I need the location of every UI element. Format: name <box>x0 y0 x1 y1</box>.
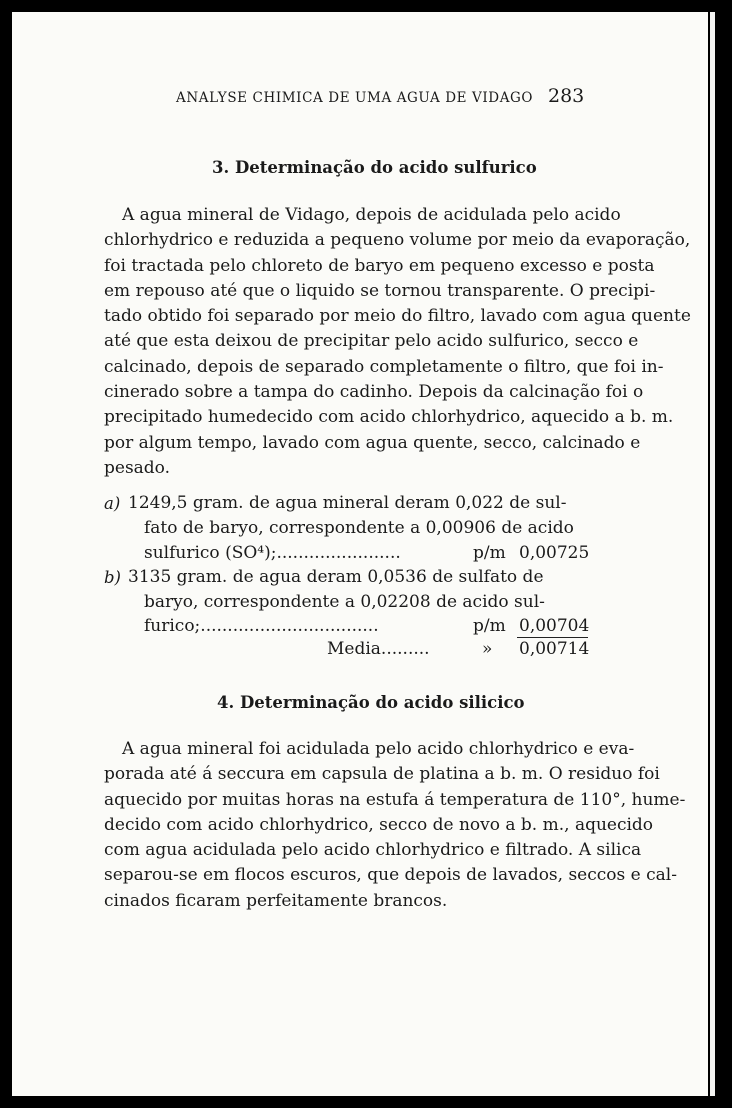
entry-b-label: b) <box>104 568 121 587</box>
paragraph-line: cinados ficaram perfeitamente brancos. <box>104 890 448 911</box>
running-header: ANALYSE CHIMICA DE UMA AGUA DE VIDAGO <box>176 90 534 106</box>
entry-a-line: 1249,5 gram. de agua mineral deram 0,022 de sul- <box>128 493 567 513</box>
media-value: 0,00714 <box>519 639 590 659</box>
paragraph-line: em repouso até que o liquido se tornou transparente. O precipi- <box>104 280 656 301</box>
page-number: 283 <box>548 85 585 107</box>
section-4-paragraph <box>104 737 686 914</box>
sum-rule <box>517 637 588 638</box>
paragraph-line: decido com acido chlorhydrico, secco de novo a b. m., aquecido <box>104 814 654 835</box>
paragraph-line: chlorhydrico e reduzida a pequeno volume por meio da evaporação, <box>104 230 691 251</box>
paragraph-line: separou-se em flocos escuros, que depois de lavados, seccos e cal- <box>104 865 677 886</box>
entry-a-unit: p/m <box>473 543 506 563</box>
entry-a-value: 0,00725 <box>519 543 590 563</box>
section-3-paragraph <box>104 203 691 481</box>
paragraph-line: até que esta deixou de precipitar pelo acido sulfurico, secco e <box>104 331 639 352</box>
paragraph-line: cinerado sobre a tampa do cadinho. Depois da calcinação foi o <box>104 382 644 403</box>
entry-b-unit: p/m <box>473 616 506 636</box>
section-3-heading: 3. Determinação do acido sulfurico <box>212 158 537 177</box>
paragraph-line: precipitado humedecido com acido chlorhydrico, aquecido a b. m. <box>104 407 674 428</box>
paragraph-line: por algum tempo, lavado com agua quente, secco, calcinado e <box>104 432 641 453</box>
paragraph-line: calcinado, depois de separado completamente o filtro, que foi in- <box>104 356 664 377</box>
media-label: Media......... <box>327 639 430 659</box>
paragraph-line: foi tractada pelo chloreto de baryo em pequeno excesso e posta <box>104 255 655 276</box>
paragraph-line: tado obtido foi separado por meio do filtro, lavado com agua quente <box>104 306 691 327</box>
section-4-heading: 4. Determinação do acido silicico <box>217 693 525 712</box>
entry-b-line: furico;................................. <box>144 616 379 636</box>
entry-a-line: fato de baryo, correspondente a 0,00906 de acido <box>144 518 574 538</box>
paragraph-line: A agua mineral de Vidago, depois de acidulada pelo acido <box>122 205 621 225</box>
entry-b-line: baryo, correspondente a 0,02208 de acido sul- <box>144 592 545 612</box>
paragraph-line: porada até á seccura em capsula de platina a b. m. O residuo foi <box>104 764 660 785</box>
paragraph-line: pesado. <box>104 457 171 478</box>
entry-b-value: 0,00704 <box>519 616 590 636</box>
paragraph-line: com agua acidulada pelo acido chlorhydrico e filtrado. A silica <box>104 840 642 861</box>
paragraph-line: aquecido por muitas horas na estufa á temperatura de 110°, hume- <box>104 789 686 810</box>
entry-b-line: 3135 gram. de agua deram 0,0536 de sulfato de <box>128 567 544 587</box>
entry-a-label: a) <box>104 494 121 513</box>
paragraph-line: A agua mineral foi acidulada pelo acido chlorhydrico e eva- <box>122 739 635 759</box>
book-page <box>12 12 708 1096</box>
entry-a-line: sulfurico (SO⁴);....................... <box>144 543 401 563</box>
media-marker: » <box>482 639 493 659</box>
